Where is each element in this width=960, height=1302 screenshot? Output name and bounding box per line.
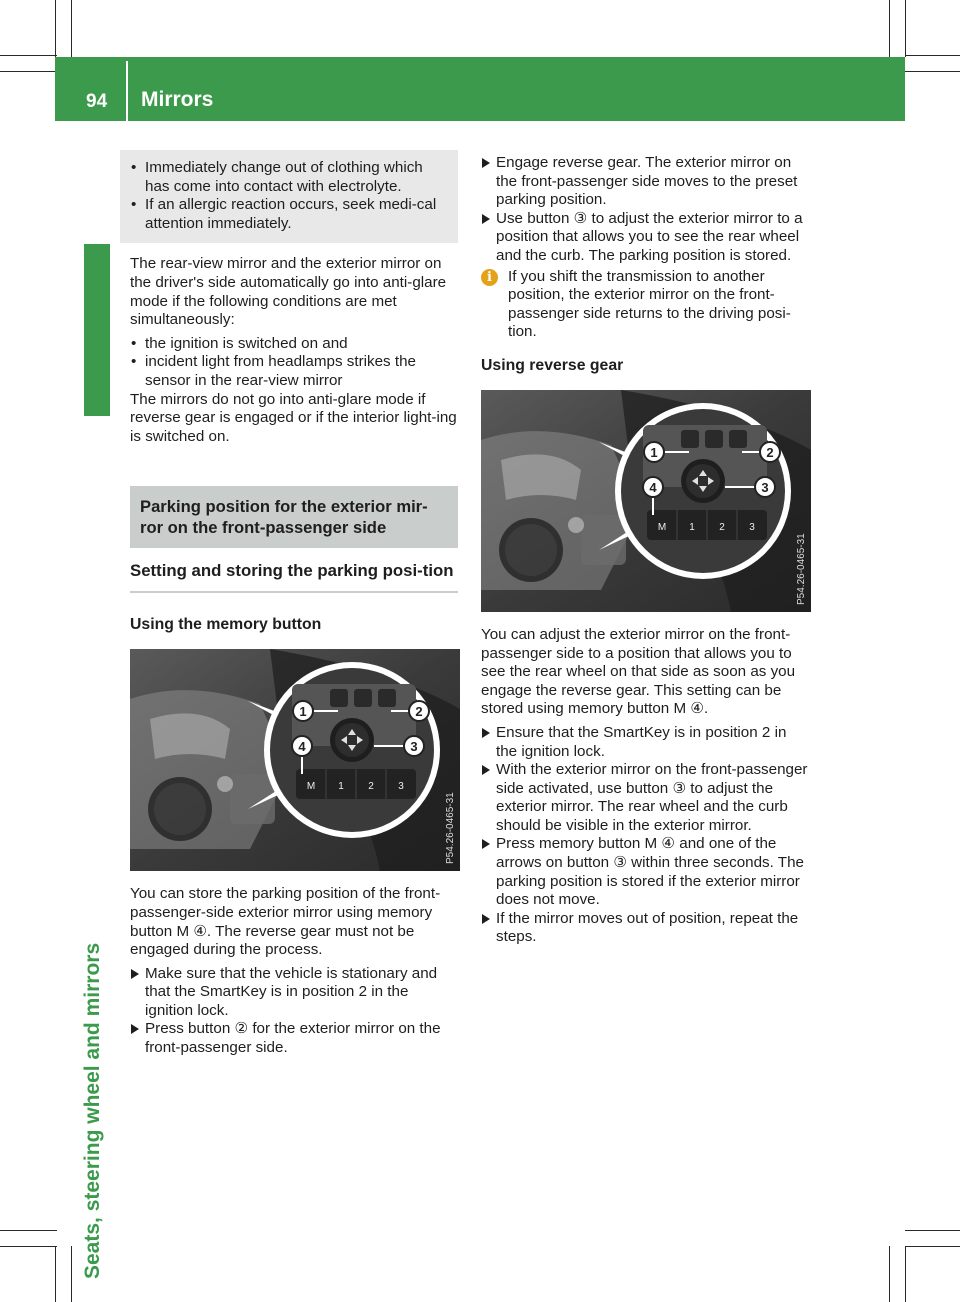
warning-box <box>120 150 458 243</box>
section-heading: Parking position for the exterior mir-ror on the front-passenger side <box>130 486 458 548</box>
crop-mark <box>0 1230 57 1231</box>
chapter-tab-block <box>84 244 110 416</box>
memory-1-button-label: 1 <box>689 521 695 533</box>
header-divider <box>126 61 128 121</box>
callout-2-label: 2 <box>766 444 774 460</box>
right-column <box>481 154 811 947</box>
page-title: Mirrors <box>141 88 214 111</box>
memory-button-figure <box>130 649 460 871</box>
instruction-step: Press memory button M ④ and one of the arrows on button ③ within three seconds. The parking position is stored if the exterior mirror does not move. <box>481 835 811 909</box>
subsection-heading: Setting and storing the parking posi-tion <box>130 560 458 593</box>
crop-mark <box>0 1246 57 1247</box>
memory-m-button-label: M <box>657 521 667 533</box>
paragraph: You can adjust the exterior mirror on the front-passenger side to a position that allows you to see the rear wheel on that side as soon as you engage the reverse gear. This setting can be stored using memory button M ④. <box>481 625 796 718</box>
warning-item: • Immediately change out of clothing which has come into contact with electrolyte. <box>130 159 450 196</box>
crop-mark <box>905 1246 906 1302</box>
warning-item: • If an allergic reaction occurs, seek medi-cal attention immediately. <box>130 196 450 233</box>
instruction-step: Engage reverse gear. The exterior mirror on the front-passenger side moves to the preset parking position. <box>481 154 811 210</box>
crop-mark <box>71 0 72 57</box>
callout-3-label: 3 <box>761 479 769 495</box>
crop-mark <box>905 1246 960 1247</box>
crop-mark <box>55 0 56 57</box>
reverse-gear-heading: Using reverse gear <box>481 356 624 374</box>
paragraph: You can store the parking position of the front-passenger-side exterior mirror using memory button M ④. The reverse gear must not be engaged during the process. <box>130 885 441 959</box>
info-note <box>481 268 811 342</box>
crop-mark <box>905 71 960 72</box>
callout-1-label: 1 <box>650 444 658 460</box>
memory-m-button-label: M <box>306 781 316 793</box>
info-icon: i <box>481 269 498 286</box>
instruction-step: Ensure that the SmartKey is in position 2 in the ignition lock. <box>481 724 811 761</box>
left-column <box>130 150 458 1058</box>
callout-3-label: 3 <box>410 739 418 755</box>
chapter-title: Seats, steering wheel and mirrors <box>81 942 104 1279</box>
crop-mark <box>71 1246 72 1302</box>
memory-1-button-label: 1 <box>338 781 344 793</box>
page-number: 94 <box>86 91 108 112</box>
crop-mark <box>889 0 890 57</box>
crop-mark <box>905 0 906 57</box>
note-text: If you shift the transmission to another position, the exterior mirror on the front-passenger side returns to the driving posi-tion. <box>508 267 791 341</box>
list-item: • the ignition is switched on and <box>130 335 458 354</box>
memory-2-button-label: 2 <box>719 521 725 533</box>
memory-3-button-label: 3 <box>749 521 755 533</box>
crop-mark <box>55 1246 56 1302</box>
crop-mark <box>0 55 57 56</box>
callout-2-label: 2 <box>415 704 423 720</box>
instruction-step: With the exterior mirror on the front-passenger side activated, use button ③ to adjust the exterior mirror. The rear wheel and the curb should be visible in the exterior mirror. <box>481 761 811 835</box>
paragraph: The rear-view mirror and the exterior mirror on the driver's side automatically go into anti-glare mode if the following conditions are met simultaneously: <box>130 255 447 329</box>
list-item: • incident light from headlamps strikes the sensor in the rear-view mirror <box>130 353 458 390</box>
instruction-step: Make sure that the vehicle is stationary and that the SmartKey is in position 2 in the ignition lock. <box>130 965 458 1021</box>
memory-3-button-label: 3 <box>398 781 404 793</box>
chapter-tab <box>81 244 110 1282</box>
crop-mark <box>905 55 960 56</box>
reverse-gear-figure <box>481 390 811 612</box>
paragraph: The mirrors do not go into anti-glare mode if reverse gear is engaged or if the interior light-ing is switched on. <box>130 390 457 445</box>
crop-mark <box>0 71 57 72</box>
figure-code: P54.26-0465-31 <box>445 792 456 865</box>
instruction-step: Use button ③ to adjust the exterior mirror to a position that allows you to see the rear wheel and the curb. The parking position is stored. <box>481 210 811 266</box>
callout-1-label: 1 <box>299 704 307 720</box>
callout-4-label: 4 <box>298 739 306 755</box>
callout-4-label: 4 <box>649 479 657 495</box>
memory-2-button-label: 2 <box>368 781 374 793</box>
instruction-step: Press button ② for the exterior mirror on the front-passenger side. <box>130 1020 458 1057</box>
crop-mark <box>905 1230 960 1231</box>
memory-button-heading: Using the memory button <box>130 616 322 634</box>
figure-code: P54.26-0465-31 <box>796 533 807 605</box>
instruction-step: If the mirror moves out of position, repeat the steps. <box>481 910 811 947</box>
crop-mark <box>889 1246 890 1302</box>
